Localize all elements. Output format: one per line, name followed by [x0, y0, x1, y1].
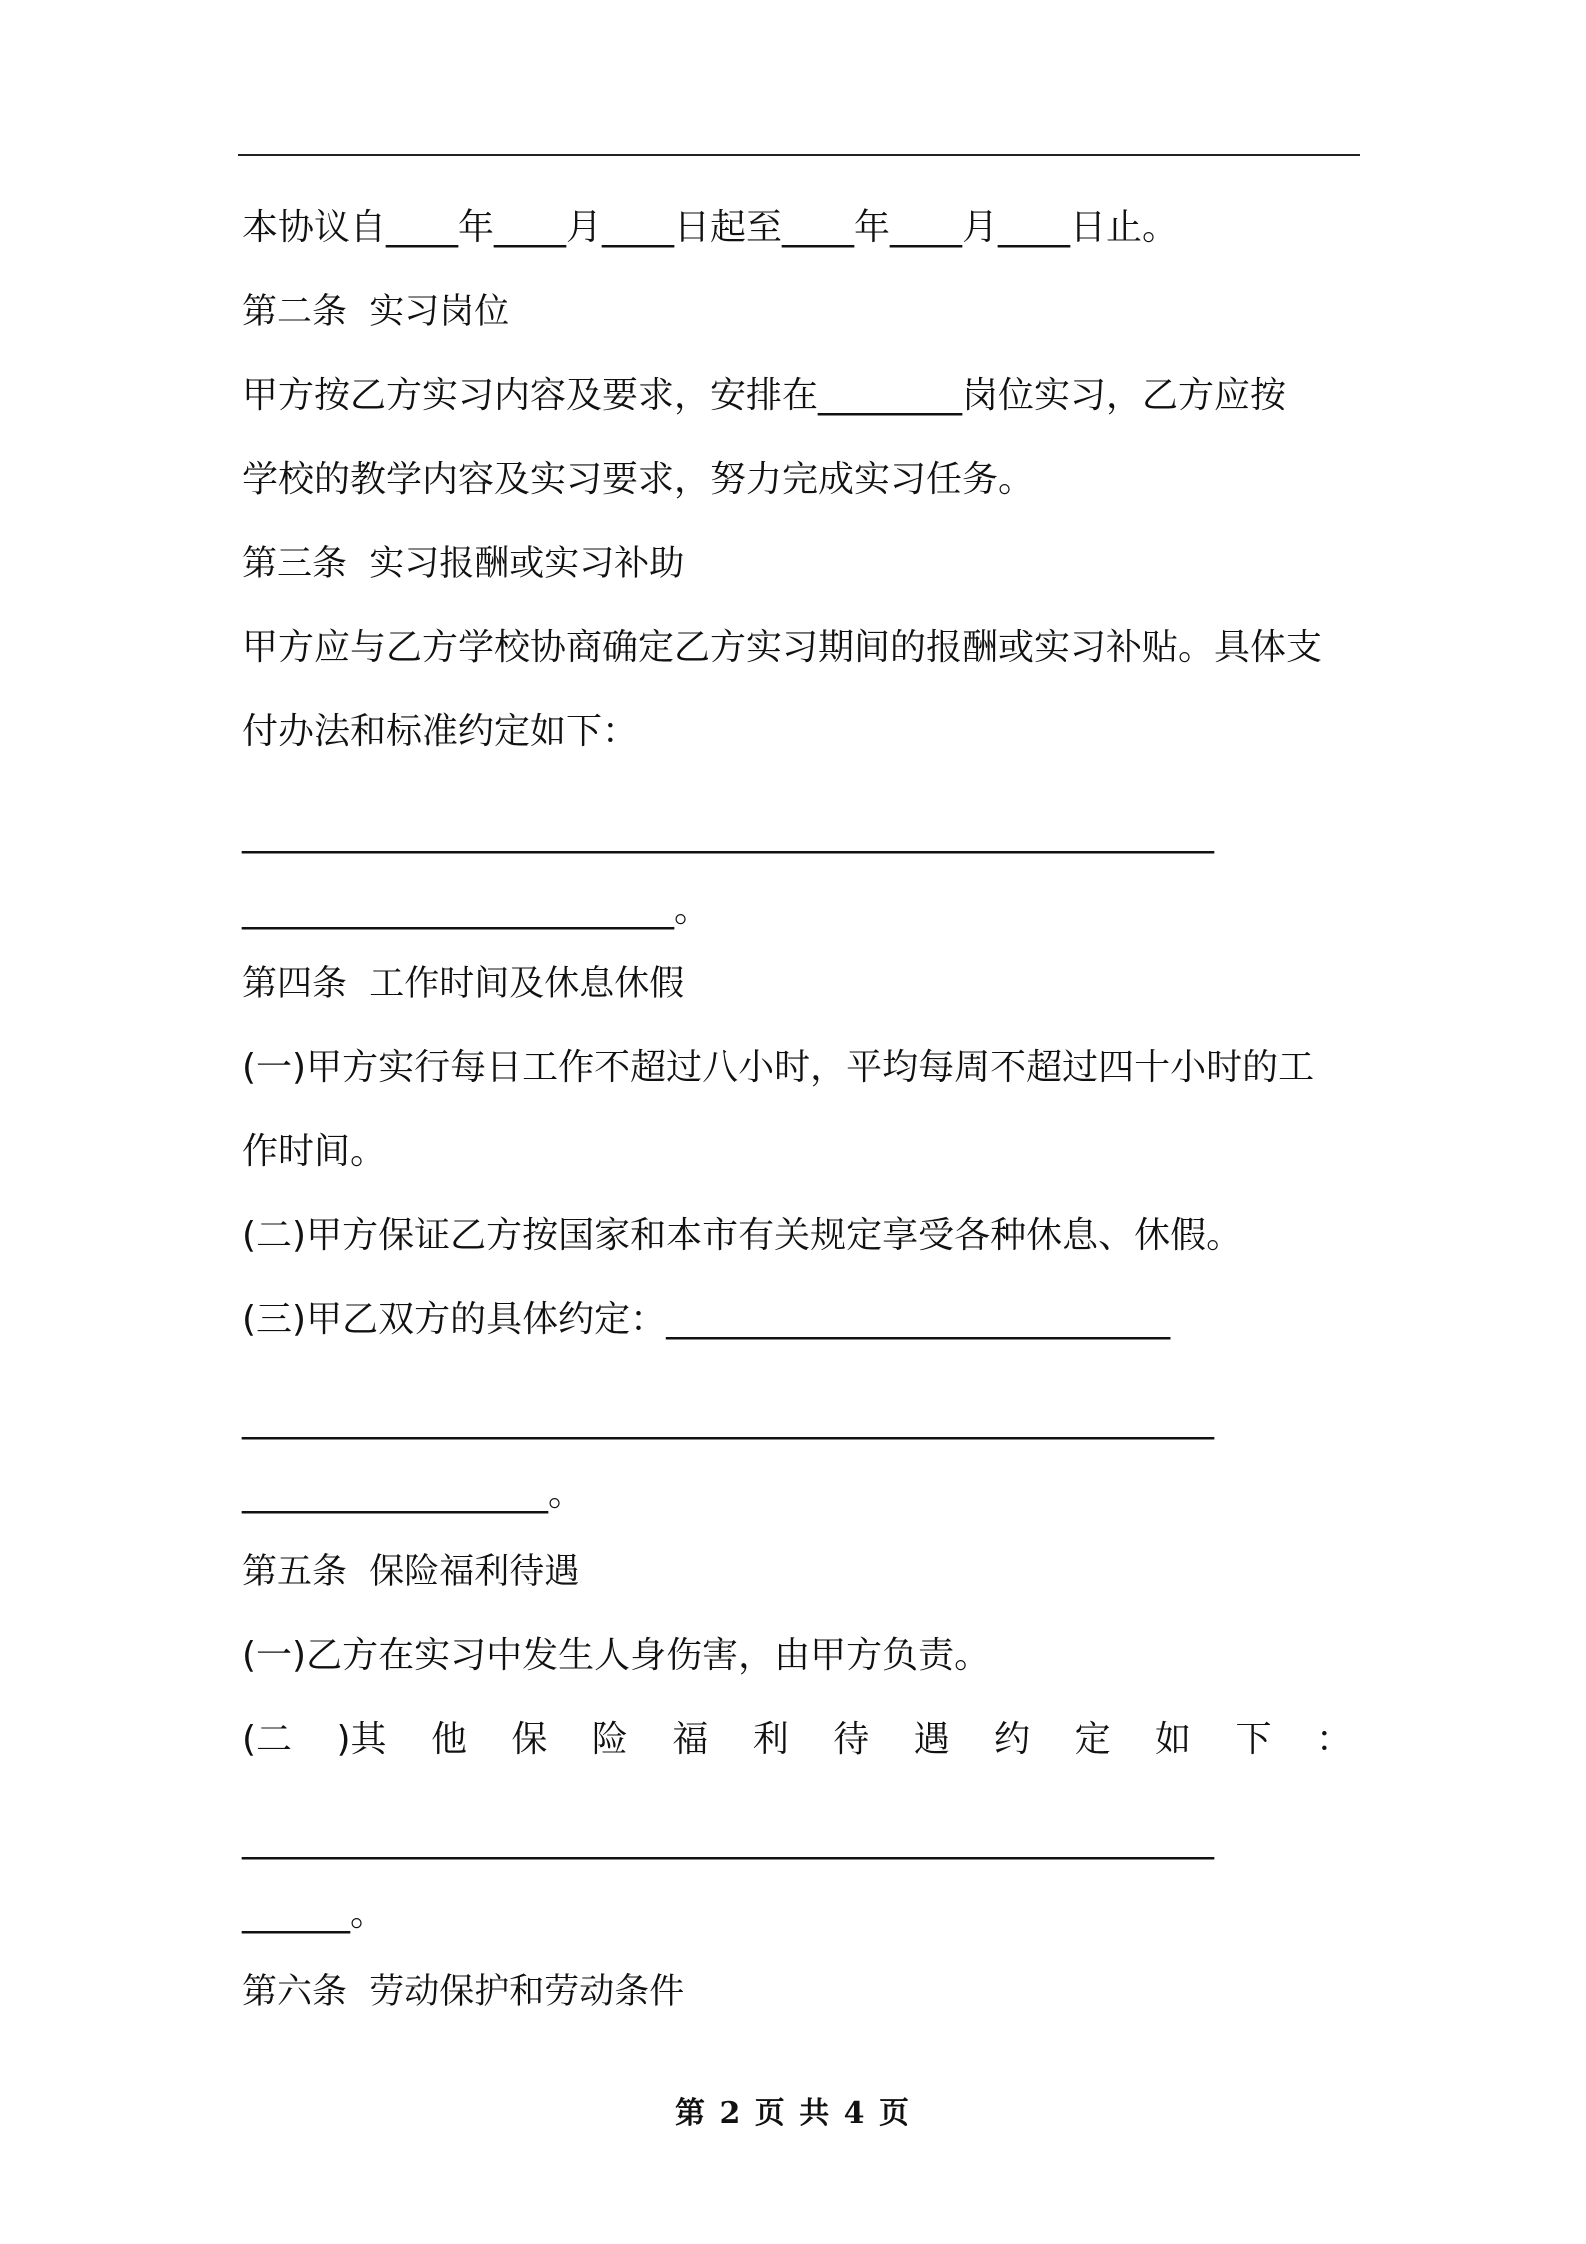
article-5-item-2: [242, 1716, 1352, 1764]
spaced-char: 遇: [913, 1719, 950, 1760]
blank-fill-line-end: ______。: [242, 1893, 387, 1934]
spaced-char: 如: [1155, 1719, 1192, 1760]
spaced-char: (二: [242, 1719, 293, 1760]
blank-fill-line: ______________________________________________________: [242, 1399, 1214, 1440]
article-2-text-line-1: 甲方按乙方实习内容及要求，安排在________岗位实习，乙方应按: [242, 375, 1287, 416]
article-4-item-1-line-2: 作时间。: [242, 1131, 387, 1172]
article-3-text-line-2: 付办法和标准约定如下：: [242, 711, 639, 752]
article-5-heading: 第五条 保险福利待遇: [242, 1552, 580, 1592]
blank-fill-line: ______________________________________________________: [242, 813, 1214, 854]
article-5-item-1: (一)乙方在实习中发生人身伤害，由甲方负责。: [242, 1635, 991, 1676]
agreement-term-line: 本协议自____年____月____日起至____年____月____日止。: [242, 207, 1179, 248]
article-3-text-line-1: 甲方应与乙方学校协商确定乙方实习期间的报酬或实习补贴。具体支: [242, 627, 1323, 668]
spaced-char: )其: [336, 1719, 387, 1760]
spaced-char: 福: [672, 1719, 709, 1760]
blank-fill-line: ______________________________________________________: [242, 1819, 1214, 1860]
article-4-item-2: (二)甲方保证乙方按国家和本市有关规定享受各种休息、休假。: [242, 1215, 1243, 1256]
spaced-char: 保: [511, 1719, 548, 1760]
article-4-item-3: (三)甲乙双方的具体约定：____________________________: [242, 1299, 1171, 1340]
article-2-text-line-2: 学校的教学内容及实习要求，努力完成实习任务。: [242, 459, 1035, 500]
blank-fill-line-end: _________________。: [242, 1473, 584, 1514]
spaced-char: ：: [1315, 1719, 1352, 1760]
blank-fill-line-end: ________________________。: [242, 889, 710, 930]
spaced-char: 约: [994, 1719, 1031, 1760]
article-2-heading: 第二条 实习岗位: [242, 292, 510, 332]
spaced-char: 定: [1074, 1719, 1111, 1760]
article-4-heading: 第四条 工作时间及休息休假: [242, 964, 685, 1004]
page-number-footer: 第 2 页 共 4 页: [675, 2096, 911, 2131]
article-4-item-1-line-1: (一)甲方实行每日工作不超过八小时，平均每周不超过四十小时的工: [242, 1047, 1315, 1088]
article-3-heading: 第三条 实习报酬或实习补助: [242, 544, 685, 584]
spaced-char: 下: [1235, 1719, 1272, 1760]
spaced-char: 他: [430, 1719, 467, 1760]
spaced-char: 险: [591, 1719, 628, 1760]
header-rule: [238, 154, 1360, 156]
spaced-char: 待: [833, 1719, 870, 1760]
article-6-heading: 第六条 劳动保护和劳动条件: [242, 1972, 685, 2012]
spaced-char: 利: [752, 1719, 789, 1760]
